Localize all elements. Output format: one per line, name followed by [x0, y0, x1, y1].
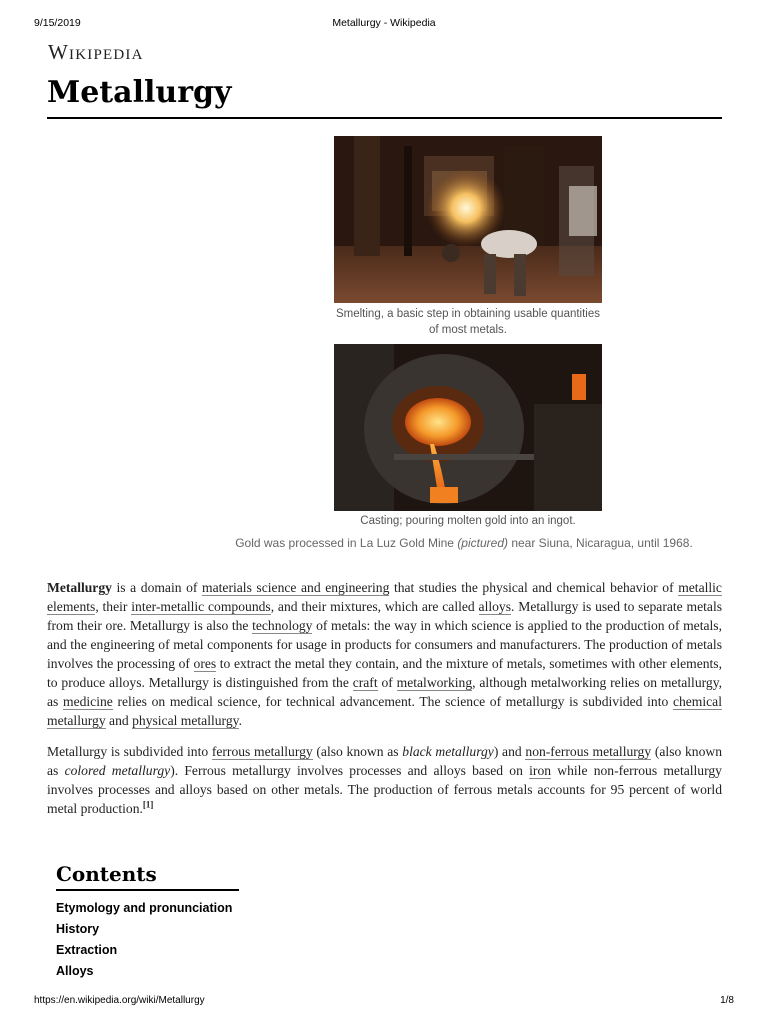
print-page-title: Metallurgy - Wikipedia	[332, 17, 436, 29]
table-of-contents	[56, 862, 239, 982]
link-ferrous-metallurgy[interactable]: ferrous metallurgy	[211, 744, 313, 759]
toc-item[interactable]: History	[56, 922, 100, 936]
casting-image[interactable]	[334, 344, 602, 511]
contents-divider	[56, 889, 239, 891]
print-url: https://en.wikipedia.org/wiki/Metallurgy	[34, 995, 205, 1006]
subdivision-paragraph: Metallurgy is subdivided into ferrous metallurgy (also known as black metallurgy) and non-ferrous metallurgy (also known as colored metallurgy). Ferrous metallurgy involves processes and alloys based on iron while non-ferrous metallurgy involves processes and alloys based on other metals. The production of ferrous metals accounts for 95 percent of world metal production.[1]	[47, 744, 722, 816]
link-technology[interactable]: technology	[252, 618, 313, 633]
intro-paragraph: Metallurgy is a domain of materials science and engineering that studies the physical and chemical behavior of metallic elements, their inter-metallic compounds, and their mixtures, which are called alloys. Metallurgy is used to separate metals from their ore. Metallurgy is also the technology of metals: the way in which science is applied to the production of metals, and the engineering of metal components for usage in products for consumers and manufacturers. The production of metals involves the processing of ores to extract the metal they contain, and the mixture of metals, sometimes with other elements, to produce alloys. Metallurgy is distinguished from the craft of metalworking, although metalworking relies on metallurgy, as medicine relies on medical science, for technical advancement. The science of metallurgy is subdivided into chemical metallurgy and physical metallurgy.	[47, 580, 723, 728]
page-title: Metallurgy	[47, 75, 232, 110]
contents-list	[56, 898, 239, 982]
link-metallic[interactable]: metallic	[678, 580, 722, 595]
toc-item[interactable]: Extraction	[56, 943, 118, 957]
title-divider	[47, 117, 722, 119]
contents-heading: Contents	[56, 862, 157, 886]
print-date: 9/15/2019	[34, 17, 81, 29]
link-non-ferrous-metallurgy[interactable]: non-ferrous metallurgy	[525, 744, 652, 759]
link-alloys[interactable]: alloys	[478, 599, 512, 614]
smelting-caption: Smelting, a basic step in obtaining usable quantities of most metals.	[335, 308, 601, 336]
wikipedia-logo[interactable]: Wikipedia	[48, 40, 144, 64]
print-page-number: 1/8	[720, 995, 734, 1006]
toc-item[interactable]: Etymology and pronunciation	[56, 901, 233, 915]
link-iron[interactable]: iron	[529, 763, 552, 778]
figure-note-text: Gold was processed in La Luz Gold Mine	[235, 536, 458, 550]
link-ores[interactable]: ores	[193, 656, 217, 671]
figure-note-italic: (pictured)	[457, 536, 508, 550]
link-intermetallic-compounds[interactable]: inter-metallic compounds	[131, 599, 271, 614]
figure-note	[160, 535, 768, 551]
toc-item[interactable]: Alloys	[56, 964, 94, 978]
link-medicine[interactable]: medicine	[63, 694, 113, 709]
link-materials-science[interactable]: materials science and engineering	[202, 580, 390, 595]
italic-term: black metallurgy	[402, 744, 494, 759]
bold-term: Metallurgy	[47, 580, 112, 595]
link-elements[interactable]: elements	[47, 599, 96, 614]
italic-term: colored metallurgy	[64, 763, 171, 778]
citation-ref[interactable]: [1]	[142, 799, 154, 810]
link-physical-metallurgy[interactable]: physical metallurgy	[132, 713, 239, 728]
smelting-image[interactable]	[334, 136, 602, 303]
link-chemical-metallurgy[interactable]: chemical metallurgy	[47, 694, 722, 728]
figure-note-text-end: near Siuna, Nicaragua, until 1968.	[508, 536, 693, 550]
link-craft[interactable]: craft	[352, 675, 378, 690]
casting-caption: Casting; pouring molten gold into an ingot.	[360, 515, 576, 527]
link-metalworking[interactable]: metalworking	[396, 675, 473, 690]
